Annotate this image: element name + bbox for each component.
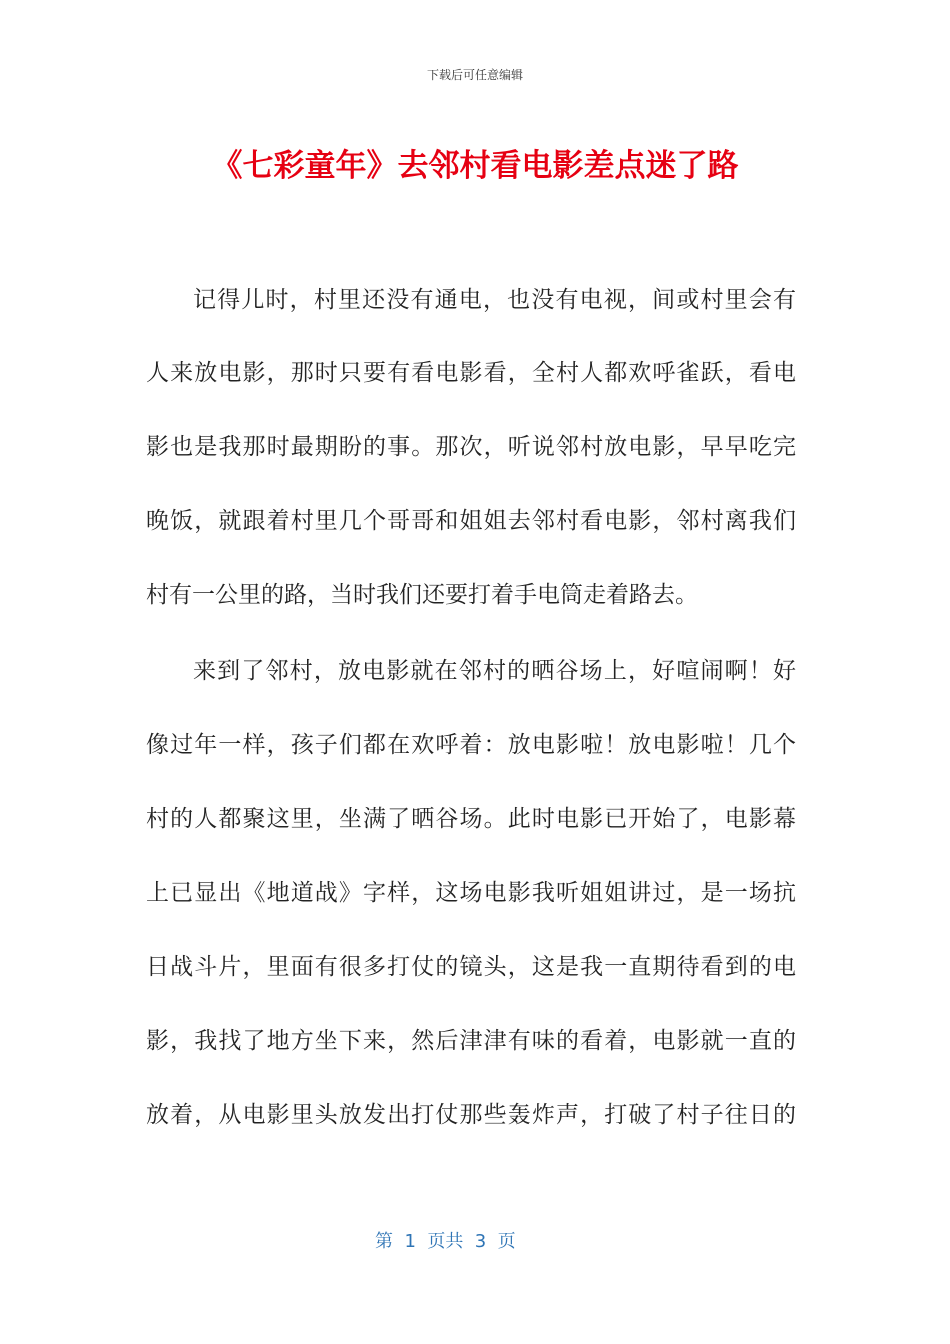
document-title: 《七彩童年》去邻村看电影差点迷了路 — [211, 148, 739, 184]
paragraph-line: 影也是我那时最期盼的事。那次，听说邻村放电影，早早吃完 — [146, 434, 796, 460]
paragraph-line: 人来放电影，那时只要有看电影看，全村人都欢呼雀跃，看电 — [146, 360, 796, 386]
header-note: 下载后可任意编辑 — [426, 68, 523, 82]
paragraph-line: 村有一公里的路，当时我们还要打着手电筒走着路去。 — [146, 582, 698, 608]
page-number-footer: 第 1 页共 3 页 — [375, 1231, 516, 1252]
paragraph-line: 记得儿时，村里还没有通电，也没有电视，间或村里会有 — [193, 287, 796, 313]
paragraph-line: 来到了邻村，放电影就在邻村的晒谷场上，好喧闹啊！好 — [193, 658, 796, 684]
paragraph-line: 村的人都聚这里，坐满了晒谷场。此时电影已开始了，电影幕 — [146, 806, 796, 832]
paragraph-line: 像过年一样，孩子们都在欢呼着：放电影啦！放电影啦！几个 — [146, 732, 796, 758]
paragraph-line: 晚饭，就跟着村里几个哥哥和姐姐去邻村看电影，邻村离我们 — [146, 508, 796, 534]
paragraph-line: 上已显出《地道战》字样，这场电影我听姐姐讲过，是一场抗 — [146, 880, 796, 906]
paragraph-line: 影，我找了地方坐下来，然后津津有味的看着，电影就一直的 — [146, 1028, 796, 1054]
paragraph-line: 放着，从电影里头放发出打仗那些轰炸声，打破了村子往日的 — [146, 1102, 796, 1128]
paragraph-line: 日战斗片，里面有很多打仗的镜头，这是我一直期待看到的电 — [146, 954, 796, 980]
